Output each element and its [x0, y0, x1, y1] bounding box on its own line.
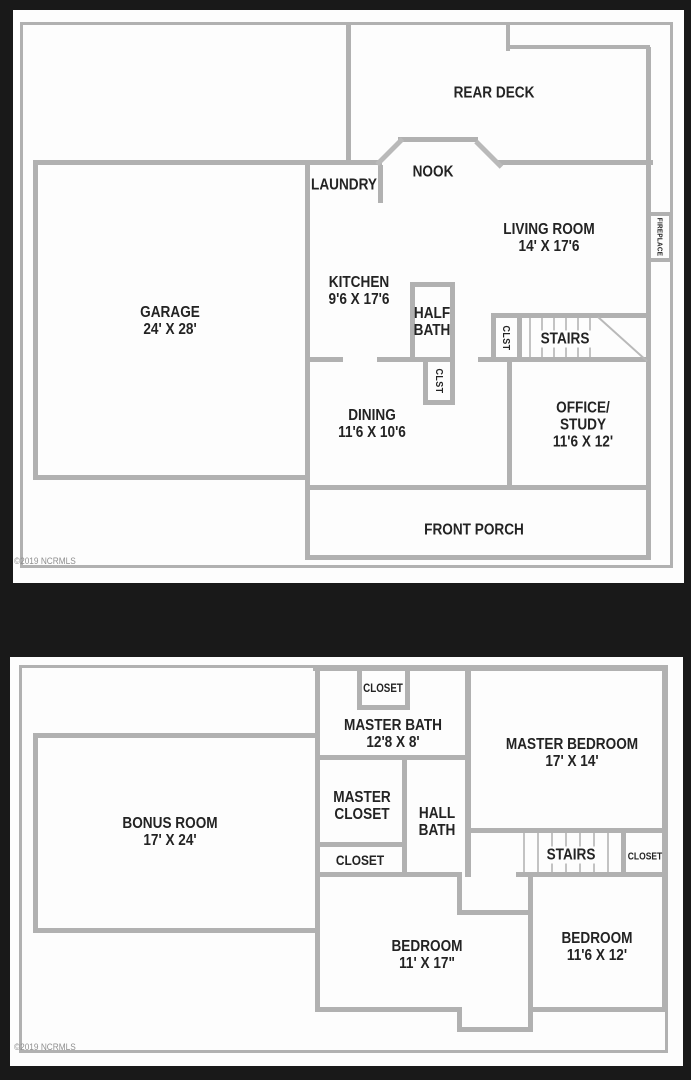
label-bonus-room	[122, 815, 217, 849]
wall-segment	[646, 47, 651, 560]
label-clst-bath	[433, 368, 445, 393]
label-line: 14' X 17'6	[518, 238, 580, 255]
label-line: MASTER BATH	[344, 717, 442, 734]
wall-segment	[491, 313, 651, 318]
stair-tread	[537, 833, 539, 872]
label-line: 11'6 X 10'6	[338, 424, 406, 441]
label-hall-bath	[419, 805, 456, 839]
wall-segment	[33, 733, 38, 933]
wall-segment	[305, 357, 343, 362]
label-master-closet	[333, 789, 390, 823]
label-line: CLOSET	[335, 852, 385, 868]
label-line: FIREPLACE	[655, 217, 665, 257]
wall-segment	[669, 212, 673, 262]
label-line: MASTER BEDROOM	[505, 736, 639, 753]
wall-segment	[506, 45, 650, 49]
label-front-porch	[424, 522, 524, 539]
wall-segment	[357, 705, 410, 710]
wall-segment	[457, 910, 533, 915]
wall-segment	[313, 665, 668, 671]
label-line: FRONT PORCH	[424, 521, 524, 539]
label-line: STAIRS	[546, 846, 596, 864]
wall-segment	[33, 475, 310, 480]
copyright-floor1: ©2019 NCRMLS	[14, 556, 76, 566]
wall-segment	[496, 160, 653, 165]
wall-segment	[450, 282, 455, 405]
wall-segment	[471, 828, 668, 833]
label-line: NOOK	[412, 163, 454, 181]
label-line: KITCHEN	[328, 274, 390, 291]
label-kitchen	[329, 274, 390, 308]
wall-segment	[33, 733, 320, 738]
wall-segment	[33, 160, 38, 480]
label-closet-mid	[336, 853, 384, 867]
wall-segment	[465, 665, 471, 877]
wall-segment	[315, 872, 462, 877]
wall-segment	[423, 357, 428, 405]
wall-segment	[378, 165, 383, 203]
wall-segment	[478, 357, 651, 362]
wall-segment	[398, 137, 478, 142]
wall-segment	[405, 665, 410, 710]
wall-segment	[402, 755, 407, 877]
label-garage	[140, 304, 200, 338]
wall-segment	[33, 928, 320, 933]
frame-line	[670, 22, 673, 568]
wall-segment	[305, 485, 310, 560]
wall-segment	[305, 555, 651, 560]
frame-line	[19, 665, 22, 1053]
label-line: 9'6 X 17'6	[328, 291, 390, 308]
label-line: BATH	[418, 822, 456, 839]
label-fireplace	[656, 218, 665, 256]
wall-segment	[457, 1027, 533, 1032]
label-line: DINING	[348, 407, 396, 424]
wall-segment	[305, 485, 651, 490]
label-stairs-1	[538, 331, 592, 348]
label-line: CLOSET	[334, 806, 390, 823]
label-rear-deck	[454, 85, 535, 102]
label-line: 24' X 28'	[143, 321, 197, 338]
label-half-bath	[414, 305, 451, 339]
wall-segment	[315, 755, 471, 760]
label-line: 12'8 X 8'	[366, 734, 420, 751]
label-line: STUDY	[559, 416, 607, 434]
wall-segment	[517, 313, 522, 362]
wall-segment	[33, 160, 310, 165]
label-line: MASTER	[333, 789, 391, 806]
label-line: BONUS ROOM	[122, 815, 218, 832]
wall-segment	[315, 842, 407, 847]
label-master-bath	[344, 717, 442, 751]
label-line: GARAGE	[140, 304, 200, 321]
wall-segment	[315, 665, 320, 1012]
wall-segment	[415, 357, 455, 362]
label-line: HALF	[413, 305, 451, 322]
label-nook	[413, 164, 454, 181]
label-closet-top	[363, 683, 403, 695]
label-line: CLOSET	[363, 683, 403, 695]
label-line: REAR DECK	[453, 84, 535, 102]
label-line: CLOSET	[627, 851, 663, 863]
label-line: 11'6 X 12'	[552, 433, 614, 451]
label-line: 11' X 17"	[399, 955, 455, 972]
wall-segment	[528, 1007, 668, 1012]
label-line: STAIRS	[540, 330, 590, 348]
label-line: 17' X 14'	[545, 753, 599, 770]
frame-line	[20, 22, 23, 568]
label-office-study	[553, 400, 613, 451]
wall-segment	[305, 160, 310, 490]
wall-segment	[346, 22, 351, 165]
label-line: CLST	[433, 368, 445, 394]
stair-tread	[607, 833, 609, 872]
label-line: 17' X 24'	[143, 832, 197, 849]
label-laundry	[311, 177, 377, 194]
label-line: OFFICE/	[556, 399, 610, 417]
label-living-room	[503, 221, 594, 255]
label-line: HALL	[418, 805, 456, 822]
copyright-floor2: ©2019 NCRMLS	[14, 1042, 76, 1052]
label-closet-right	[628, 852, 662, 863]
label-master-bedroom	[506, 736, 638, 770]
label-clst-hall	[500, 325, 512, 350]
label-line: LAUNDRY	[311, 176, 377, 194]
wall-segment	[516, 872, 668, 877]
label-line: BEDROOM	[391, 938, 463, 955]
label-line: BATH	[413, 322, 451, 339]
label-line: LIVING ROOM	[503, 221, 595, 238]
wall-segment	[423, 400, 455, 405]
frame-line	[19, 1050, 668, 1053]
wall-segment	[507, 362, 512, 490]
label-line: CLST	[500, 325, 512, 351]
wall-segment	[662, 665, 668, 1012]
label-bedroom-1	[391, 938, 462, 972]
label-line: BEDROOM	[561, 930, 633, 947]
label-bedroom-2	[561, 930, 632, 964]
label-stairs-2	[544, 847, 598, 864]
label-dining	[338, 407, 406, 441]
wall-segment	[651, 258, 673, 262]
stair-tread	[529, 318, 531, 357]
label-line: 11'6 X 12'	[566, 947, 628, 964]
frame-line	[20, 565, 673, 568]
stair-tread	[523, 833, 525, 872]
wall-segment	[357, 665, 362, 710]
wall-segment	[491, 313, 496, 362]
wall-segment	[315, 1007, 462, 1012]
wall-segment	[621, 828, 626, 877]
wall-segment	[410, 282, 455, 287]
